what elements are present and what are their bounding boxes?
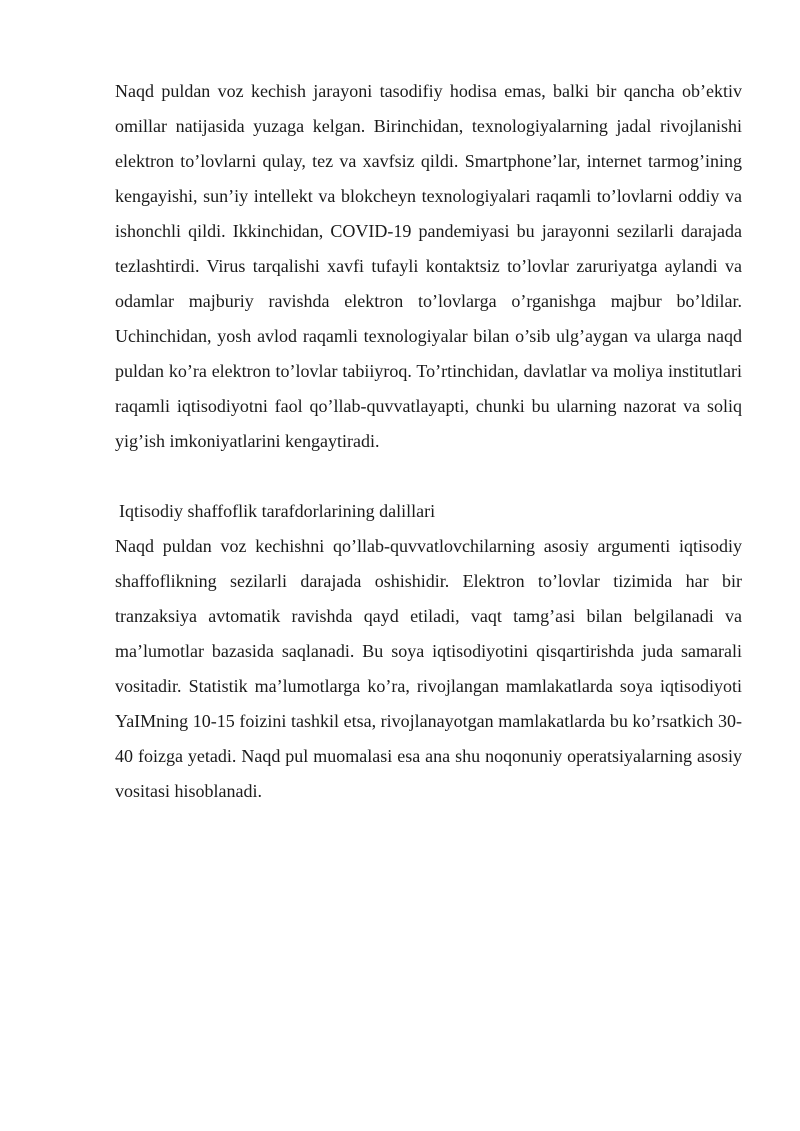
body-paragraph-transparency: Naqd puldan voz kechishni qo’llab-quvvatlovchilarning asosiy argumenti iqtisodiy shaffoflikning sezilarli darajada oshishidir. Elektron to’lovlar tizimida har bir tranzaksiya avtomatik ravishda qayd etiladi, vaqt tamg’asi bilan belgilanadi va ma’lumotlar bazasida saqlanadi. Bu soya iqtisodiyotini qisqartirishda juda samarali vositadir. Statistik ma’lumotlarga ko’ra, rivojlangan mamlakatlarda soya iqtisodiyoti YaIMning 10-15 foizini tashkil etsa, rivojlanayotgan mamlakatlarda bu ko’rsatkich 30-40 foizga yetadi. Naqd pul muomalasi esa ana shu noqonuniy operatsiyalarning asosiy vositasi hisoblanadi. bbox=[115, 536, 742, 801]
body-paragraph-causes: Naqd puldan voz kechish jarayoni tasodifiy hodisa emas, balki bir qancha ob’ektiv omillar natijasida yuzaga kelgan. Birinchidan, texnologiyalarning jadal rivojlanishi elektron to’lovlarni qulay, tez va xavfsiz qildi. Smartphone’lar, internet tarmog’ining kengayishi, sun’iy intellekt va blokcheyn texnologiyalari raqamli to’lovlarni oddiy va ishonchli qildi. Ikkinchidan, COVID-19 pandemiyasi bu jarayonni sezilarli darajada tezlashtirdi. Virus tarqalishi xavfi tufayli kontaktsiz to’lovlar zaruriyatga aylandi va odamlar majburiy ravishda elektron to’lovlarga o’rganishga majbur bo’ldilar. Uchinchidan, yosh avlod raqamli texnologiyalar bilan o’sib ulg’aygan va ularga naqd puldan ko’ra elektron to’lovlar tabiiyroq. To’rtinchidan, davlatlar va moliya institutlari raqamli iqtisodiyotni faol qo’llab-quvvatlayapti, chunki bu ularning nazorat va soliq yig’ish imkoniyatlarini kengaytiradi. bbox=[115, 81, 742, 451]
section-heading: Iqtisodiy shaffoflik tarafdorlarining dalillari bbox=[119, 501, 436, 521]
document-page bbox=[115, 74, 742, 809]
paragraph-spacer bbox=[115, 459, 742, 494]
